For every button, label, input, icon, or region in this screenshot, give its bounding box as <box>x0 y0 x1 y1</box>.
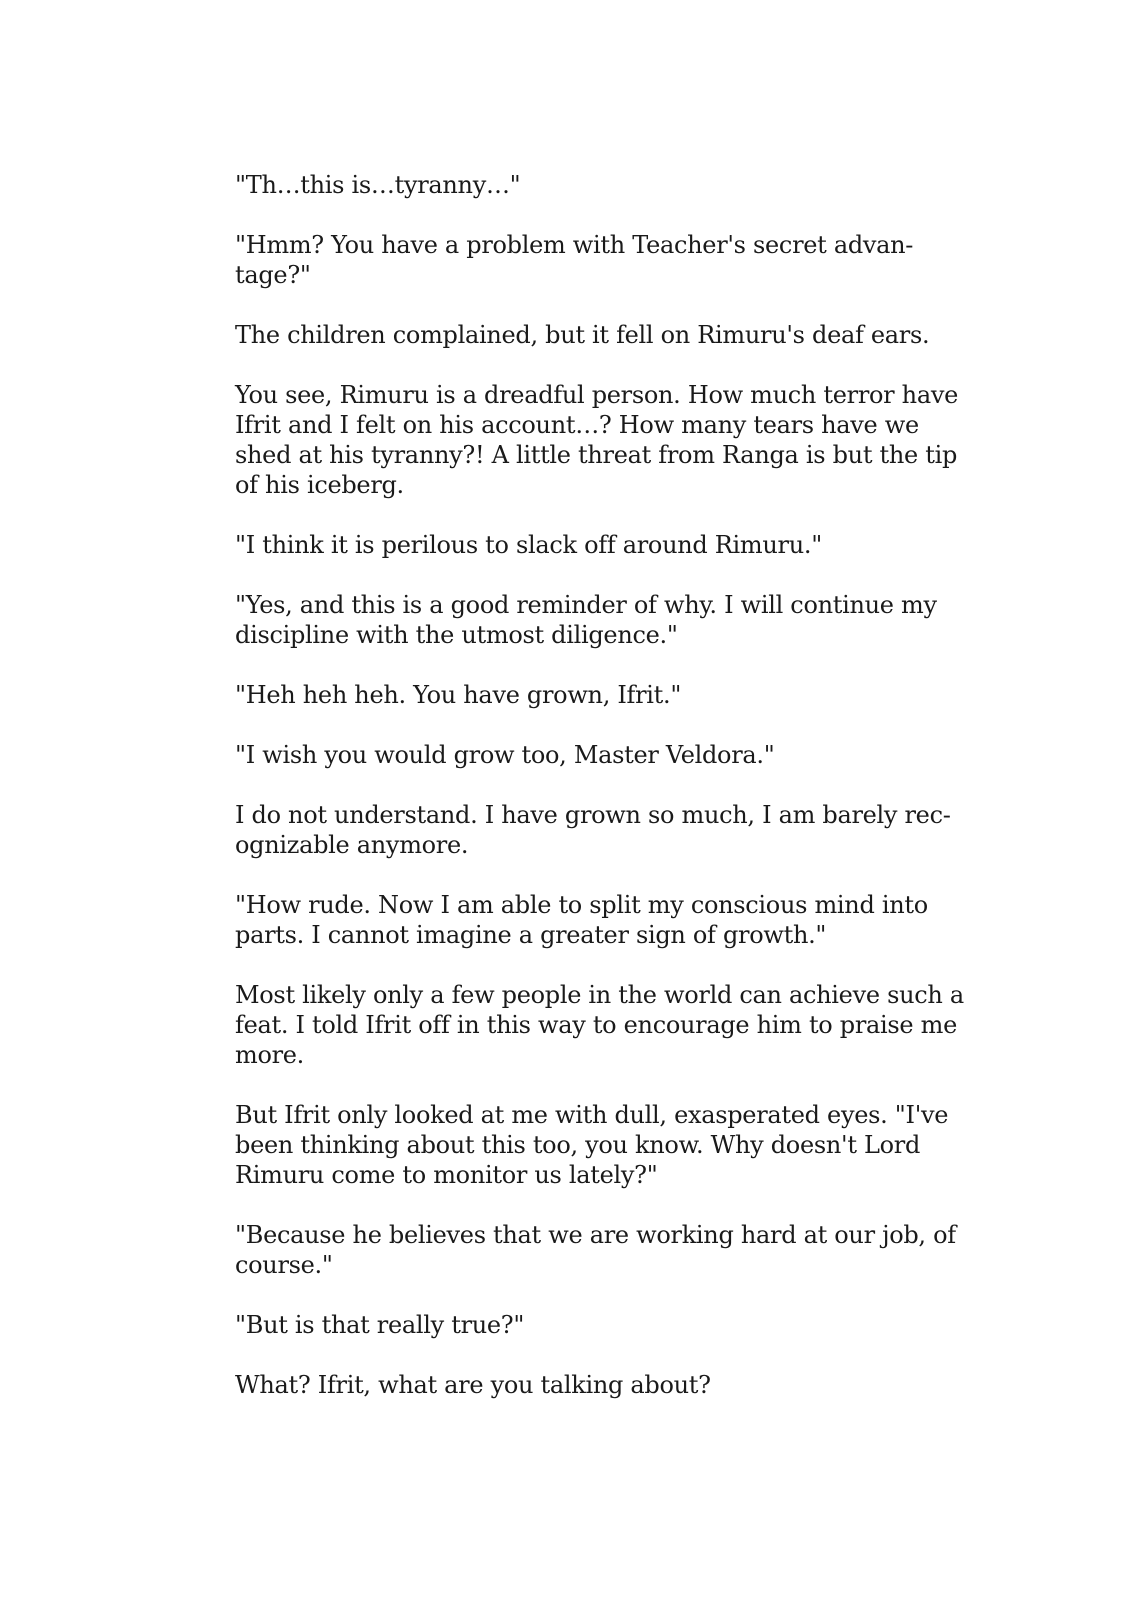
paragraph <box>235 680 905 710</box>
text-line: "Because he believes that we are working hard at our job, of <box>235 1221 956 1249</box>
text-line: I do not understand. I have grown so much, I am barely rec- <box>235 801 951 829</box>
text-line: course." <box>235 1251 333 1279</box>
text-line: shed at his tyranny?! A little threat from Ranga is but the tip <box>235 441 958 469</box>
text-line: "But is that really true?" <box>235 1311 525 1339</box>
text-line: "Yes, and this is a good reminder of why. I will continue my <box>235 591 937 619</box>
paragraph <box>235 1220 956 1280</box>
text-line: tage?" <box>235 261 311 289</box>
paragraph <box>235 740 905 770</box>
text-line: been thinking about this too, you know. Why doesn't Lord <box>235 1131 921 1159</box>
text-line: Most likely only a few people in the world can achieve such a <box>235 981 964 1009</box>
text-line: more. <box>235 1041 305 1069</box>
paragraph <box>235 230 914 290</box>
text-line: "Th…this is…tyranny…" <box>235 171 521 199</box>
text-line: What? Ifrit, what are you talking about? <box>235 1371 711 1399</box>
text-line: "I wish you would grow too, Master Veldora." <box>235 741 775 769</box>
paragraph <box>235 530 905 560</box>
paragraph <box>235 590 937 650</box>
text-line: ognizable anymore. <box>235 831 469 859</box>
text-line: "Heh heh heh. You have grown, Ifrit." <box>235 681 682 709</box>
text-line: parts. I cannot imagine a greater sign of growth." <box>235 921 827 949</box>
paragraph <box>235 1370 905 1400</box>
paragraph <box>235 1100 949 1190</box>
text-column <box>235 170 964 1430</box>
text-line: of his iceberg. <box>235 471 404 499</box>
text-line: The children complained, but it fell on Rimuru's deaf ears. <box>235 321 930 349</box>
paragraph <box>235 800 951 860</box>
paragraph <box>235 380 958 500</box>
paragraph <box>235 170 905 200</box>
paragraph <box>235 320 930 350</box>
text-line: "Hmm? You have a problem with Teacher's secret advan- <box>235 231 914 259</box>
text-line: discipline with the utmost diligence." <box>235 621 678 649</box>
paragraph <box>235 980 964 1070</box>
paragraph <box>235 1310 905 1340</box>
text-line: Rimuru come to monitor us lately?" <box>235 1161 658 1189</box>
text-line: "I think it is perilous to slack off around Rimuru." <box>235 531 822 559</box>
paragraph <box>235 890 928 950</box>
text-line: But Ifrit only looked at me with dull, exasperated eyes. "I've <box>235 1101 949 1129</box>
text-line: Ifrit and I felt on his account…? How many tears have we <box>235 411 919 439</box>
text-line: feat. I told Ifrit off in this way to encourage him to praise me <box>235 1011 957 1039</box>
text-line: You see, Rimuru is a dreadful person. How much terror have <box>235 381 958 409</box>
text-line: "How rude. Now I am able to split my conscious mind into <box>235 891 928 919</box>
